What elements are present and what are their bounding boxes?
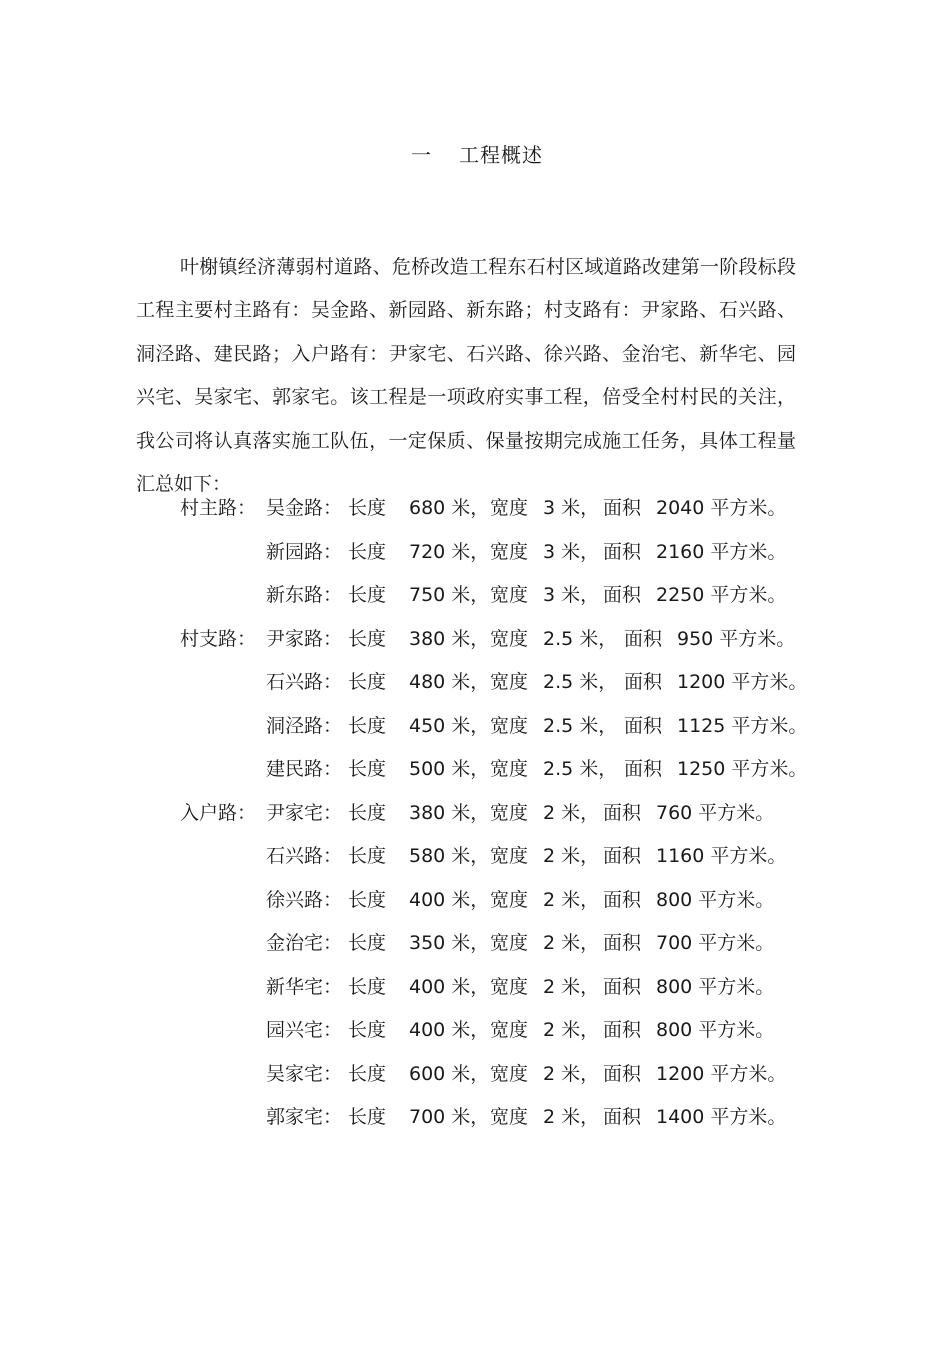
road-length: 480 米， <box>409 671 490 693</box>
road-name: 新园路： <box>266 540 343 563</box>
road-name: 徐兴路： <box>266 888 343 911</box>
road-width: 3 米， <box>543 540 600 563</box>
road-quantity-list <box>0 487 950 1140</box>
road-row <box>0 879 950 923</box>
road-length: 750 米， <box>409 584 490 606</box>
area-label: 面积 <box>603 540 642 563</box>
width-label: 宽度 <box>490 932 529 954</box>
width-label: 宽度 <box>490 1019 529 1041</box>
section-number: 一 <box>411 143 431 167</box>
road-width: 2 米， <box>543 1062 600 1085</box>
length-label: 长度 <box>348 1019 387 1041</box>
road-row <box>0 531 950 575</box>
length-label: 长度 <box>348 801 387 824</box>
road-row <box>0 661 950 705</box>
area-label: 面积 <box>603 1062 642 1085</box>
road-width: 2.5 米， <box>543 758 618 780</box>
width-label: 宽度 <box>490 540 529 563</box>
road-width: 3 米， <box>543 584 600 606</box>
area-label: 面积 <box>603 888 642 911</box>
road-name: 郭家宅： <box>266 1106 343 1128</box>
road-category: 村主路： <box>180 497 257 519</box>
width-label: 宽度 <box>490 758 529 780</box>
width-label: 宽度 <box>490 1106 529 1128</box>
road-name: 新东路： <box>266 584 343 606</box>
road-length: 400 米， <box>409 975 490 998</box>
area-label: 面积 <box>624 627 663 650</box>
road-row <box>0 574 950 618</box>
road-width: 2 米， <box>543 932 600 954</box>
length-label: 长度 <box>348 671 387 693</box>
road-length: 720 米， <box>409 540 490 563</box>
road-area: 700 平方米。 <box>656 932 775 954</box>
road-width: 2 米， <box>543 1106 600 1128</box>
road-area: 760 平方米。 <box>656 801 775 824</box>
length-label: 长度 <box>348 932 387 954</box>
area-label: 面积 <box>603 975 642 998</box>
road-length: 700 米， <box>409 1106 490 1128</box>
width-label: 宽度 <box>490 845 529 867</box>
road-category: 入户路： <box>180 801 257 824</box>
road-name: 石兴路： <box>266 671 343 693</box>
road-row <box>0 618 950 662</box>
road-name: 建民路： <box>266 758 343 780</box>
road-name: 金治宅： <box>266 932 343 954</box>
area-label: 面积 <box>603 1019 642 1041</box>
road-area: 2250 平方米。 <box>656 584 787 606</box>
road-area: 1200 平方米。 <box>677 671 808 693</box>
road-area: 800 平方米。 <box>656 975 775 998</box>
road-name: 洞泾路： <box>266 714 343 737</box>
road-area: 1125 平方米。 <box>677 714 808 737</box>
road-width: 2.5 米， <box>543 627 618 650</box>
length-label: 长度 <box>348 584 387 606</box>
area-label: 面积 <box>624 714 663 737</box>
length-label: 长度 <box>348 758 387 780</box>
road-length: 680 米， <box>409 497 490 519</box>
road-name: 尹家路： <box>266 627 343 650</box>
road-width: 2 米， <box>543 1019 600 1041</box>
road-length: 380 米， <box>409 801 490 824</box>
length-label: 长度 <box>348 497 387 519</box>
area-label: 面积 <box>603 1106 642 1128</box>
road-row <box>0 966 950 1010</box>
road-row <box>0 835 950 879</box>
road-length: 400 米， <box>409 1019 490 1041</box>
road-row <box>0 748 950 792</box>
road-area: 950 平方米。 <box>677 627 796 650</box>
road-length: 450 米， <box>409 714 490 737</box>
width-label: 宽度 <box>490 671 529 693</box>
length-label: 长度 <box>348 888 387 911</box>
road-width: 2 米， <box>543 975 600 998</box>
road-width: 2 米， <box>543 888 600 911</box>
road-category: 村支路： <box>180 627 257 650</box>
width-label: 宽度 <box>490 497 529 519</box>
road-name: 园兴宅： <box>266 1019 343 1041</box>
road-area: 1200 平方米。 <box>656 1062 787 1085</box>
length-label: 长度 <box>348 627 387 650</box>
road-area: 800 平方米。 <box>656 888 775 911</box>
road-width: 2.5 米， <box>543 714 618 737</box>
road-width: 3 米， <box>543 497 600 519</box>
length-label: 长度 <box>348 1106 387 1128</box>
width-label: 宽度 <box>490 975 529 998</box>
road-row <box>0 922 950 966</box>
road-name: 新华宅： <box>266 975 343 998</box>
road-area: 1400 平方米。 <box>656 1106 787 1128</box>
road-length: 350 米， <box>409 932 490 954</box>
road-length: 600 米， <box>409 1062 490 1085</box>
road-width: 2 米， <box>543 801 600 824</box>
road-row <box>0 1096 950 1140</box>
road-row <box>0 792 950 836</box>
width-label: 宽度 <box>490 714 529 737</box>
area-label: 面积 <box>603 932 642 954</box>
road-area: 1160 平方米。 <box>656 845 787 867</box>
width-label: 宽度 <box>490 888 529 911</box>
area-label: 面积 <box>603 584 642 606</box>
road-name: 石兴路： <box>266 845 343 867</box>
road-row <box>0 487 950 531</box>
road-row <box>0 1009 950 1053</box>
area-label: 面积 <box>603 801 642 824</box>
road-width: 2.5 米， <box>543 671 618 693</box>
area-label: 面积 <box>603 845 642 867</box>
width-label: 宽度 <box>490 1062 529 1085</box>
road-row <box>0 705 950 749</box>
road-length: 500 米， <box>409 758 490 780</box>
road-area: 1250 平方米。 <box>677 758 808 780</box>
width-label: 宽度 <box>490 627 529 650</box>
area-label: 面积 <box>624 758 663 780</box>
area-label: 面积 <box>603 497 642 519</box>
road-area: 800 平方米。 <box>656 1019 775 1041</box>
length-label: 长度 <box>348 540 387 563</box>
length-label: 长度 <box>348 975 387 998</box>
length-label: 长度 <box>348 714 387 737</box>
area-label: 面积 <box>624 671 663 693</box>
road-name: 尹家宅： <box>266 801 343 824</box>
road-row <box>0 1053 950 1097</box>
length-label: 长度 <box>348 1062 387 1085</box>
road-width: 2 米， <box>543 845 600 867</box>
road-length: 580 米， <box>409 845 490 867</box>
road-name: 吴金路： <box>266 497 343 519</box>
road-name: 吴家宅： <box>266 1062 343 1085</box>
road-area: 2160 平方米。 <box>656 540 787 563</box>
width-label: 宽度 <box>490 584 529 606</box>
road-length: 400 米， <box>409 888 490 911</box>
intro-paragraph: 叶榭镇经济薄弱村道路、危桥改造工程东石村区域道路改建第一阶段标段工程主要村主路有：吴金路、新园路、新东路；村支路有：尹家路、石兴路、洞泾路、建民路；入户路有：尹家宅、石兴路、徐兴路、金治宅、新华宅、园兴宅、吴家宅、郭家宅。该工程是一项政府实事工程，倍受全村村民的关注，我公司将认真落实施工队伍，一定保质、保量按期完成施工任务，具体工程量汇总如下： <box>136 256 796 496</box>
road-length: 380 米， <box>409 627 490 650</box>
length-label: 长度 <box>348 845 387 867</box>
section-title: 工程概述 <box>459 143 543 167</box>
width-label: 宽度 <box>490 801 529 824</box>
road-area: 2040 平方米。 <box>656 497 787 519</box>
